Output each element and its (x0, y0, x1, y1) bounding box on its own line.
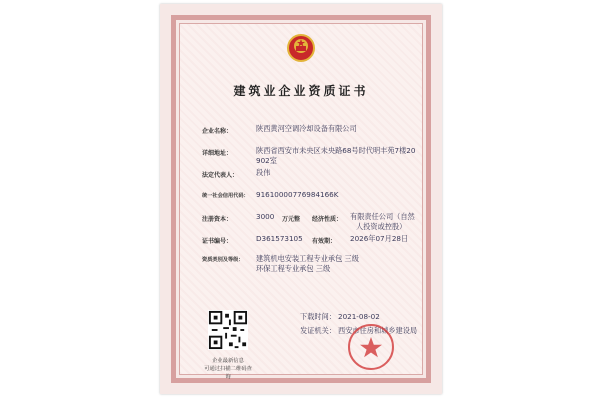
official-seal-stamp (346, 322, 396, 372)
qualification-line-2: 环保工程专业承包 三级 (256, 264, 331, 273)
qr-code-icon[interactable] (208, 310, 248, 350)
company-name-value: 陕西黄河空调冷却设备有限公司 (256, 124, 357, 133)
credit-code-value: 91610000776984166K (256, 190, 339, 199)
address-line-1: 陕西省西安市未央区未央路68号时代明丰苑7楼20 (256, 146, 416, 155)
validity-value: 2026年07月28日 (350, 234, 409, 243)
national-emblem-icon (287, 34, 315, 62)
qr-caption-line-1: 企业最新信息 (212, 358, 244, 364)
credit-code-label: 统一社会信用代码： (202, 193, 249, 199)
capital-label: 注册资本： (202, 216, 233, 223)
qualification-label: 资质类别及等级： (202, 257, 244, 263)
issue-date-label: 下载时间： (300, 312, 336, 321)
qr-caption-line-2: 可通过扫描二维码查询 (204, 366, 252, 380)
issuer-value: 西安市住房和城乡建设局 (338, 326, 418, 335)
econ-type-line-1: 有限责任公司（自然 (350, 212, 415, 221)
qualification-line-1: 建筑机电安装工程专业承包 三级 (256, 254, 359, 263)
legal-rep-value: 段伟 (256, 168, 271, 177)
certificate-title: 建筑业企业资质证书 (233, 84, 369, 98)
address-line-2: 902室 (256, 156, 277, 165)
capital-value: 3000 (256, 212, 275, 221)
econ-type-label: 经济性质： (312, 216, 343, 223)
certificate-document (160, 4, 442, 394)
econ-type-line-2: 人投资或控股） (356, 222, 407, 231)
validity-label: 有效期： (312, 238, 337, 245)
issue-date-value: 2021-08-02 (338, 312, 380, 321)
capital-unit: 万元整 (282, 216, 301, 223)
cert-no-label: 证书编号： (202, 238, 233, 245)
address-label: 详细地址： (202, 150, 233, 157)
issuer-label: 发证机关： (300, 326, 336, 335)
cert-no-value: D361573105 (256, 234, 303, 243)
legal-rep-label: 法定代表人： (202, 172, 239, 179)
company-name-label: 企业名称： (202, 128, 233, 135)
